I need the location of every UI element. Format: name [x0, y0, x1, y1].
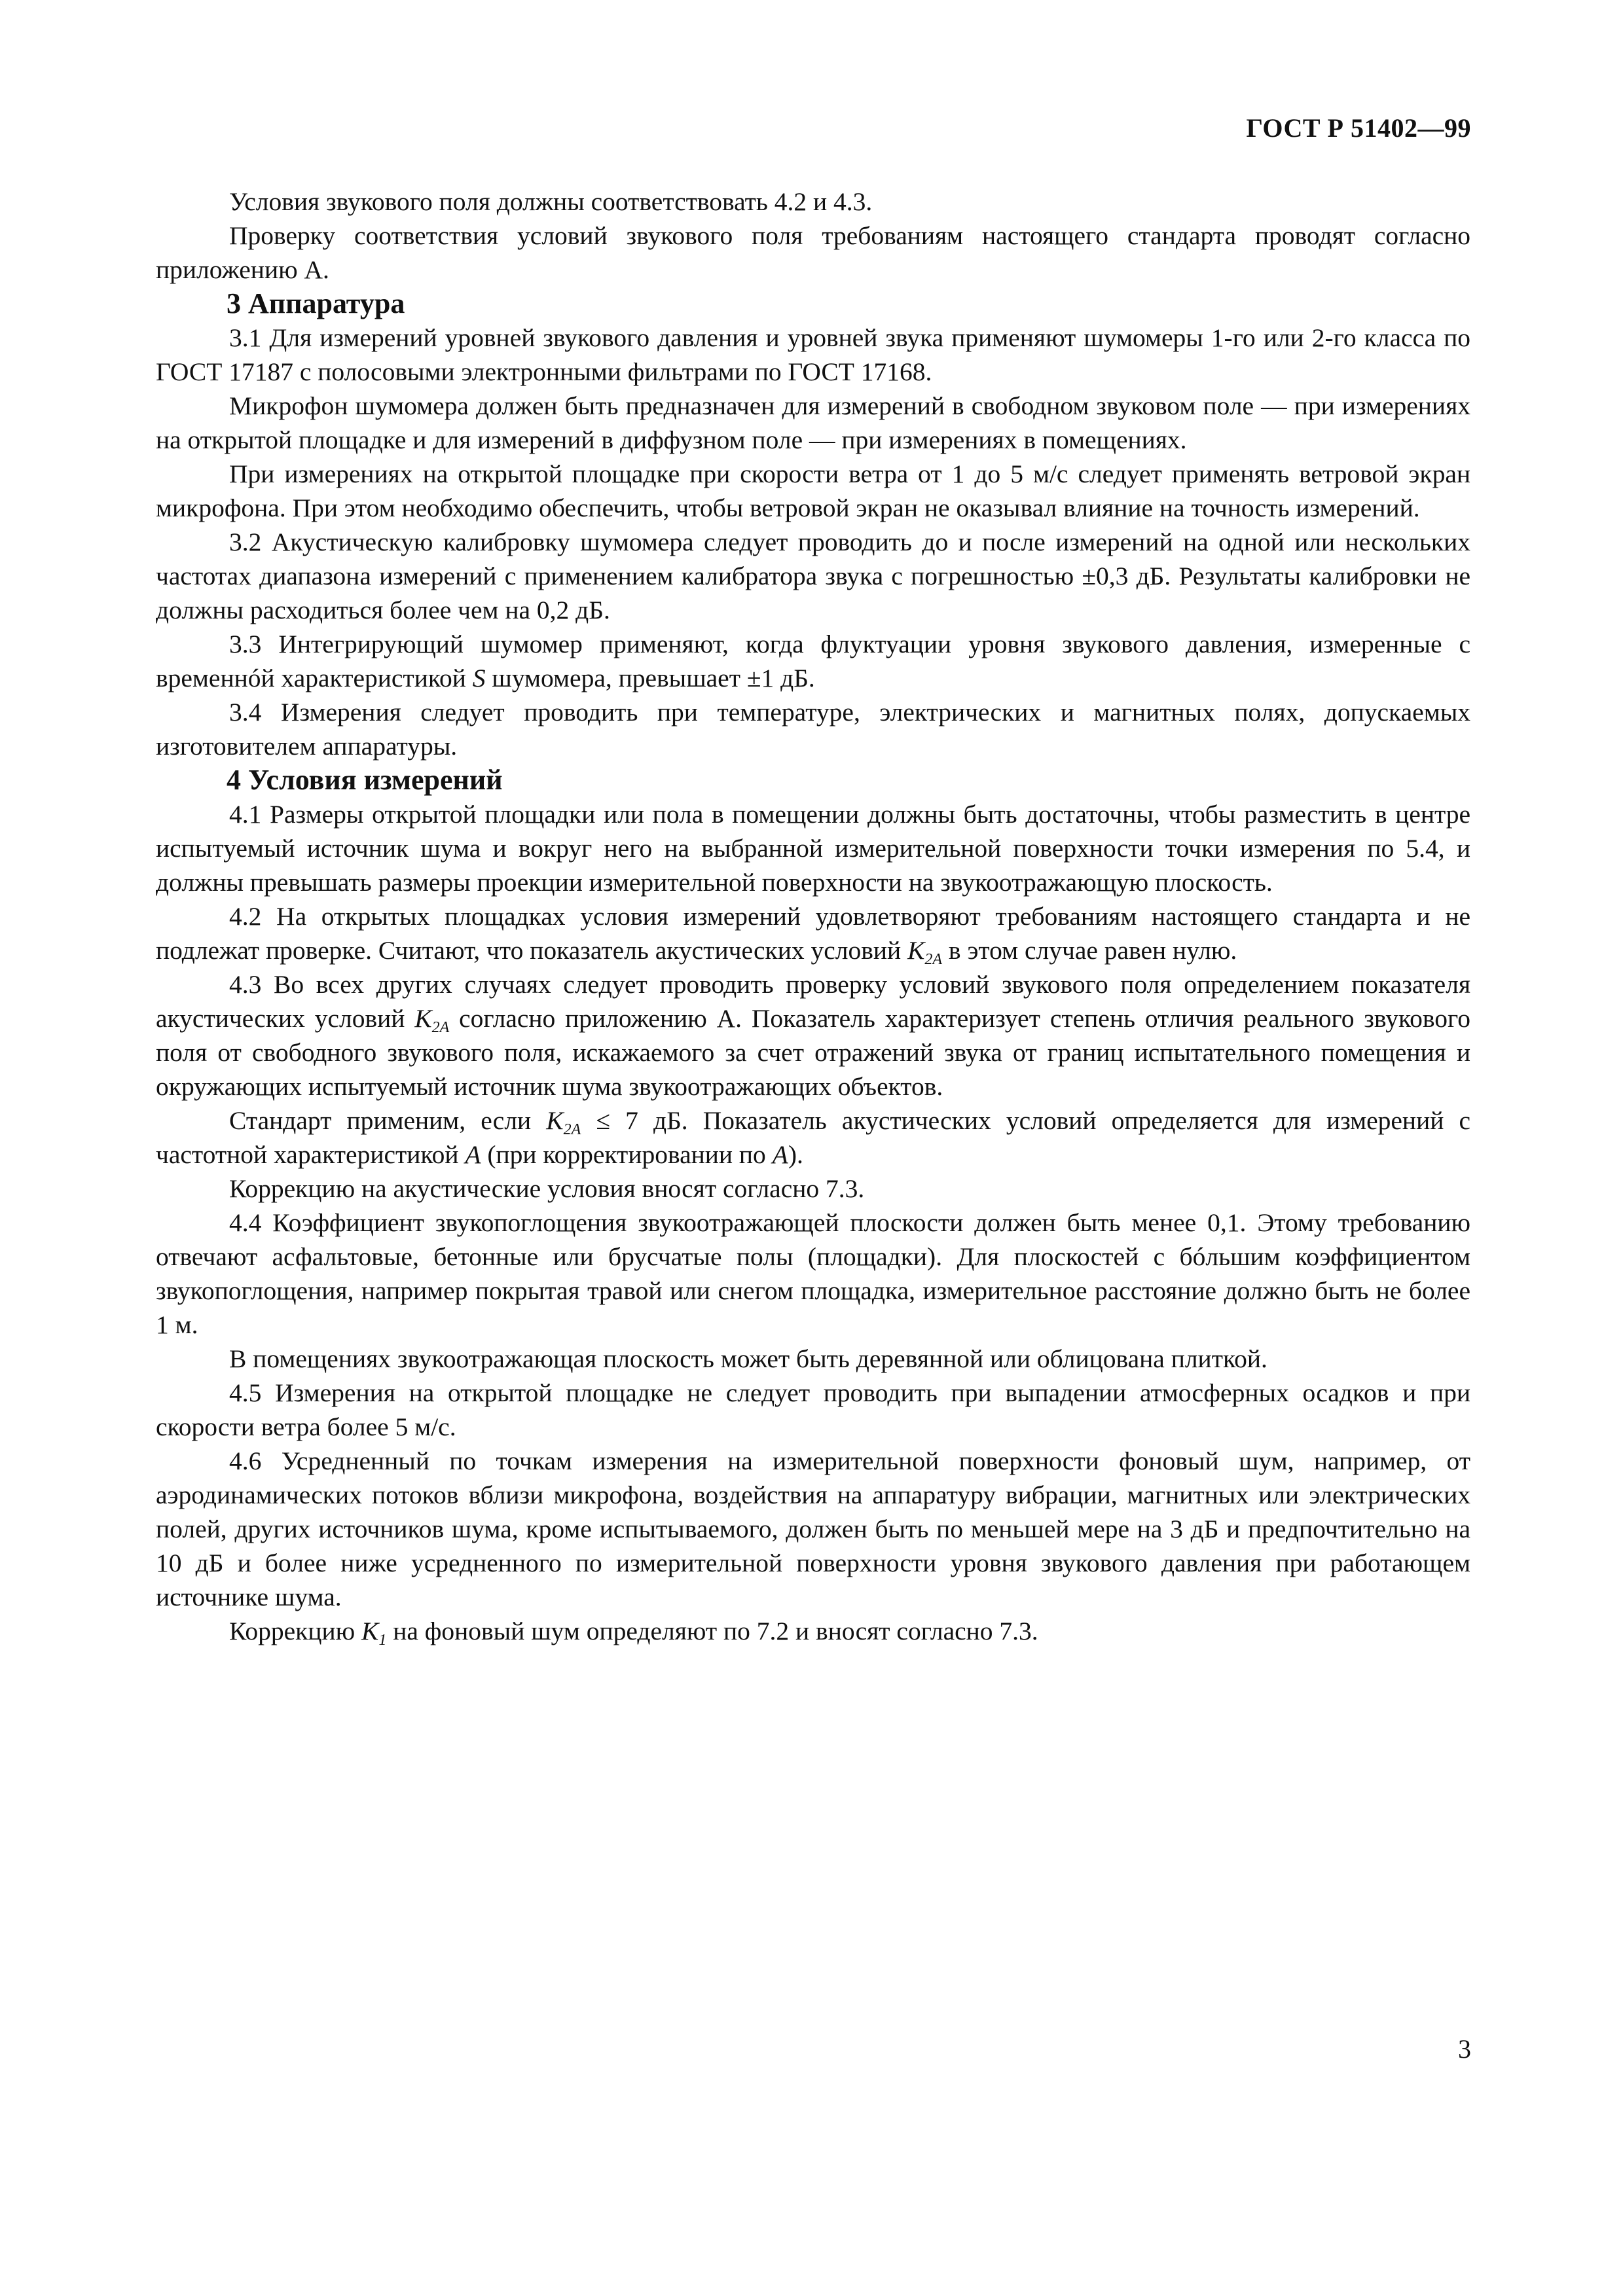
- symbol-subscript: 2A: [563, 1121, 581, 1138]
- symbol-K: K: [907, 936, 925, 965]
- text-run: 4.3 Во всех других случаях следует проводить проверку условий звукового поля определением показателя акустических условий: [156, 970, 1470, 1033]
- text-run: 4.2 На открытых площадках условия измерений удовлетворяют требованиям настоящего стандарта и не подлежат проверке. Считают, что показатель акустических условий: [156, 902, 1470, 965]
- paragraph: Микрофон шумомера должен быть предназначен для измерений в свободном звуковом поле — при измерениях на открытой площадке и для измерений в диффузном поле — при измерениях в помещениях.: [156, 391, 1470, 454]
- text-run: согласно приложению А. Показатель характеризует степень отличия реального звукового поля от свободного звукового поля, искажаемого за счет отражений звука от границ испытательного помещения и окружающих испытуемый источник шума звукоотражающих объектов.: [156, 1004, 1470, 1101]
- page-number: 3: [1458, 2034, 1471, 2064]
- paragraph: 4.5 Измерения на открытой площадке не следует проводить при выпадении атмосферных осадков и при скорости ветра более 5 м/с.: [156, 1378, 1470, 1441]
- symbol-S: S: [472, 664, 486, 692]
- paragraph: 4.6 Усредненный по точкам измерения на измерительной поверхности фоновый шум, например, от аэродинамических потоков вблизи микрофона, воздействия на аппаратуру вибрации, магнитных или электрических полей, других источников шума, кроме испытываемого, должен быть по меньшей мере на 3 дБ и предпочтительно на 10 дБ и более ниже усредненного по измерительной поверхности уровня звукового давления при работающем источнике шума.: [156, 1446, 1470, 1611]
- paragraph: Коррекцию на акустические условия вносят согласно 7.3.: [229, 1174, 865, 1203]
- paragraph: Проверку соответствия условий звукового поля требованиям настоящего стандарта проводят согласно приложению А.: [156, 221, 1470, 284]
- paragraph: 3.4 Измерения следует проводить при температуре, электрических и магнитных полях, допускаемых изготовителем аппаратуры.: [156, 698, 1470, 761]
- paragraph: [156, 899, 1470, 967]
- text-run: (при корректировании по: [481, 1140, 773, 1169]
- paragraph: [156, 627, 1470, 695]
- paragraph: При измерениях на открытой площадке при скорости ветра от 1 до 5 м/с следует применять ветровой экран микрофона. При этом необходимо обеспечить, чтобы ветровой экран не оказывал влияние на точность измерений.: [156, 459, 1470, 522]
- paragraph: [156, 1103, 1470, 1172]
- paragraph: [156, 1614, 1470, 1648]
- symbol-A: A: [772, 1140, 788, 1169]
- symbol-K: K: [546, 1106, 564, 1135]
- section-heading: 3 Аппаратура: [227, 287, 405, 319]
- paragraph: [156, 967, 1470, 1103]
- text-run: Коррекцию: [229, 1617, 362, 1645]
- paragraph: 4.1 Размеры открытой площадки или пола в помещении должны быть достаточны, чтобы разместить в центре испытуемый источник шума и вокруг него на выбранной измерительной поверхности точки измерения по 5.4, и должны превышать размеры проекции измерительной поверхности на звукоотражающую плоскость.: [156, 800, 1470, 897]
- symbol-subscript: 2A: [431, 1019, 450, 1036]
- text-run: на фоновый шум определяют по 7.2 и вносят согласно 7.3.: [386, 1617, 1038, 1645]
- symbol-K: K: [361, 1617, 379, 1645]
- symbol-A: A: [465, 1140, 481, 1169]
- paragraph: В помещениях звукоотражающая плоскость может быть деревянной или облицована плиткой.: [229, 1344, 1267, 1373]
- paragraph: 4.4 Коэффициент звукопоглощения звукоотражающей плоскости должен быть менее 0,1. Этому требованию отвечают асфальтовые, бетонные или брусчатые полы (площадки). Для плоскостей с бóльшим коэффициентом звукопоглощения, например покрытая травой или снегом площадка, измерительное расстояние должно быть не более 1 м.: [156, 1208, 1470, 1339]
- symbol-subscript: 1: [378, 1632, 387, 1649]
- text-run: 3.3 Интегрирующий шумомер применяют, когда флуктуации уровня звукового давления, измеренные с временнóй характеристикой: [156, 630, 1470, 692]
- symbol-K: K: [414, 1004, 432, 1033]
- paragraph: 3.1 Для измерений уровней звукового давления и уровней звука применяют шумомеры 1-го или 2-го класса по ГОСТ 17187 с полосовыми электронными фильтрами по ГОСТ 17168.: [156, 323, 1470, 386]
- section-heading: 4 Условия измерений: [227, 764, 503, 796]
- text-run: Стандарт применим, если: [229, 1106, 547, 1135]
- document-header: ГОСТ Р 51402—99: [1246, 113, 1471, 143]
- document-body: [156, 185, 1470, 1648]
- symbol-subscript: 2A: [924, 951, 943, 968]
- paragraph: Условия звукового поля должны соответствовать 4.2 и 4.3.: [229, 187, 873, 216]
- text-run: ).: [788, 1140, 803, 1169]
- paragraph: 3.2 Акустическую калибровку шумомера следует проводить до и после измерений на одной или нескольких частотах диапазона измерений с применением калибратора звука с погрешностью ±0,3 дБ. Результаты калибровки не должны расходиться более чем на 0,2 дБ.: [156, 528, 1470, 624]
- text-run: в этом случае равен нулю.: [942, 936, 1237, 965]
- text-run: шумомера, превышает ±1 дБ.: [485, 664, 815, 692]
- text-run: ≤ 7 дБ. Показатель акустических условий определяется для измерений с частотной характеристикой: [156, 1106, 1470, 1169]
